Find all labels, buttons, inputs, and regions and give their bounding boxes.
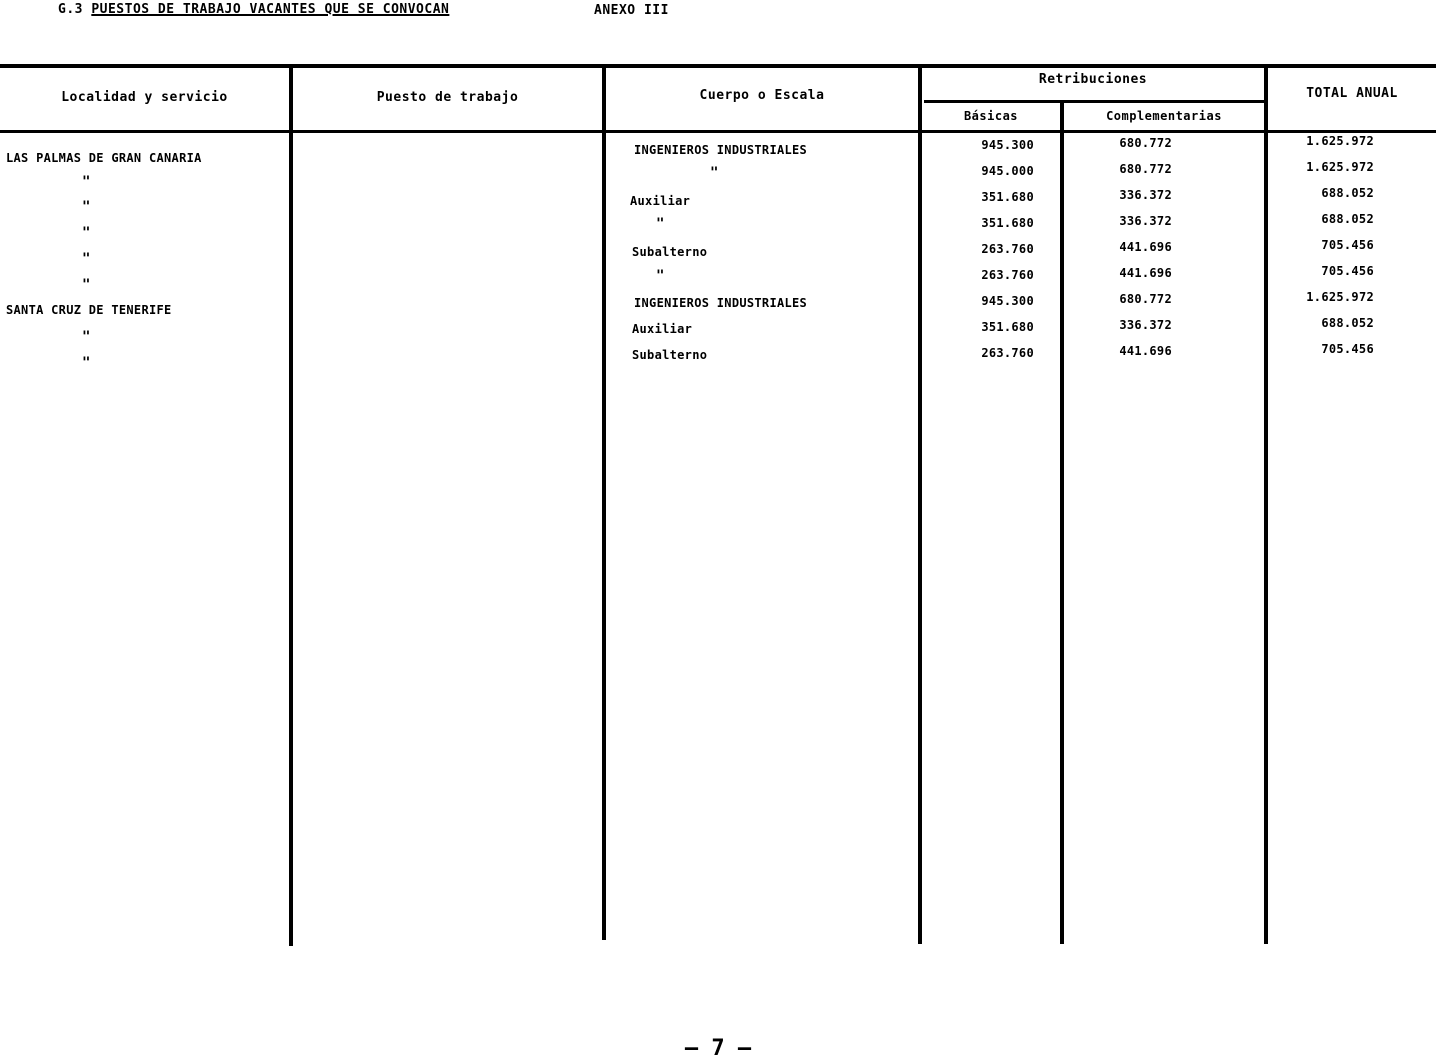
col-header-complementarias: Complementarias [1106,109,1222,123]
cuerpo-cell: Auxiliar [630,194,691,208]
annex-label: ANEXO III [594,3,669,18]
basicas-cell: 351.680 [981,216,1034,230]
col-header-total: TOTAL ANUAL [1306,86,1398,101]
document-title [58,2,449,17]
page-number: — 7 — [684,1036,752,1061]
column-divider [289,66,293,946]
col-header-basicas: Básicas [963,109,1019,123]
col-header-puesto: Puesto de trabajo [376,90,519,105]
cuerpo-cell: Auxiliar [632,322,693,336]
cuerpo-cell: INGENIEROS INDUSTRIALES [634,296,808,310]
table-top-rule [0,64,1436,68]
total-cell: 705.456 [1321,238,1374,252]
complementarias-cell: 441.696 [1119,344,1172,358]
cuerpo-cell: " [710,165,719,181]
section-number: G.3 [58,2,83,17]
basicas-cell: 263.760 [981,268,1034,282]
column-divider [1264,66,1268,944]
ditto-mark: " [82,355,91,371]
total-cell: 1.625.972 [1306,134,1374,148]
basicas-cell: 945.300 [981,294,1034,308]
complementarias-cell: 336.372 [1119,214,1172,228]
col-header-cuerpo: Cuerpo o Escala [699,88,825,103]
basicas-cell: 351.680 [981,320,1034,334]
retribuciones-subrule [924,100,1264,103]
total-cell: 688.052 [1321,316,1374,330]
ditto-mark: " [82,329,91,345]
cuerpo-cell: " [656,268,665,284]
ditto-mark: " [82,199,91,215]
column-divider [602,66,606,940]
basicas-cell: 945.000 [981,164,1034,178]
col-header-retribuciones: Retribuciones [1038,72,1148,87]
cuerpo-cell: INGENIEROS INDUSTRIALES [634,143,808,157]
ditto-mark: " [82,277,91,293]
basicas-cell: 263.760 [981,242,1034,256]
cuerpo-cell: Subalterno [632,245,708,259]
cuerpo-cell: " [656,216,665,232]
column-divider [1060,102,1064,944]
complementarias-cell: 336.372 [1119,188,1172,202]
column-divider [918,66,922,944]
localidad-cell: LAS PALMAS DE GRAN CANARIA [6,151,202,165]
cuerpo-cell: Subalterno [632,348,708,362]
complementarias-cell: 336.372 [1119,318,1172,332]
total-cell: 688.052 [1321,212,1374,226]
basicas-cell: 263.760 [981,346,1034,360]
ditto-mark: " [82,174,91,190]
total-cell: 1.625.972 [1306,160,1374,174]
localidad-cell: SANTA CRUZ DE TENERIFE [6,303,172,317]
total-cell: 688.052 [1321,186,1374,200]
ditto-mark: " [82,251,91,267]
table-header-rule [0,130,1436,133]
complementarias-cell: 680.772 [1119,136,1172,150]
complementarias-cell: 441.696 [1119,240,1172,254]
complementarias-cell: 680.772 [1119,292,1172,306]
section-title: PUESTOS DE TRABAJO VACANTES QUE SE CONVOCAN [91,2,450,17]
total-cell: 705.456 [1321,264,1374,278]
complementarias-cell: 680.772 [1119,162,1172,176]
total-cell: 1.625.972 [1306,290,1374,304]
ditto-mark: " [82,225,91,241]
complementarias-cell: 441.696 [1119,266,1172,280]
col-header-localidad: Localidad y servicio [61,90,228,105]
basicas-cell: 351.680 [981,190,1034,204]
basicas-cell: 945.300 [981,138,1034,152]
total-cell: 705.456 [1321,342,1374,356]
